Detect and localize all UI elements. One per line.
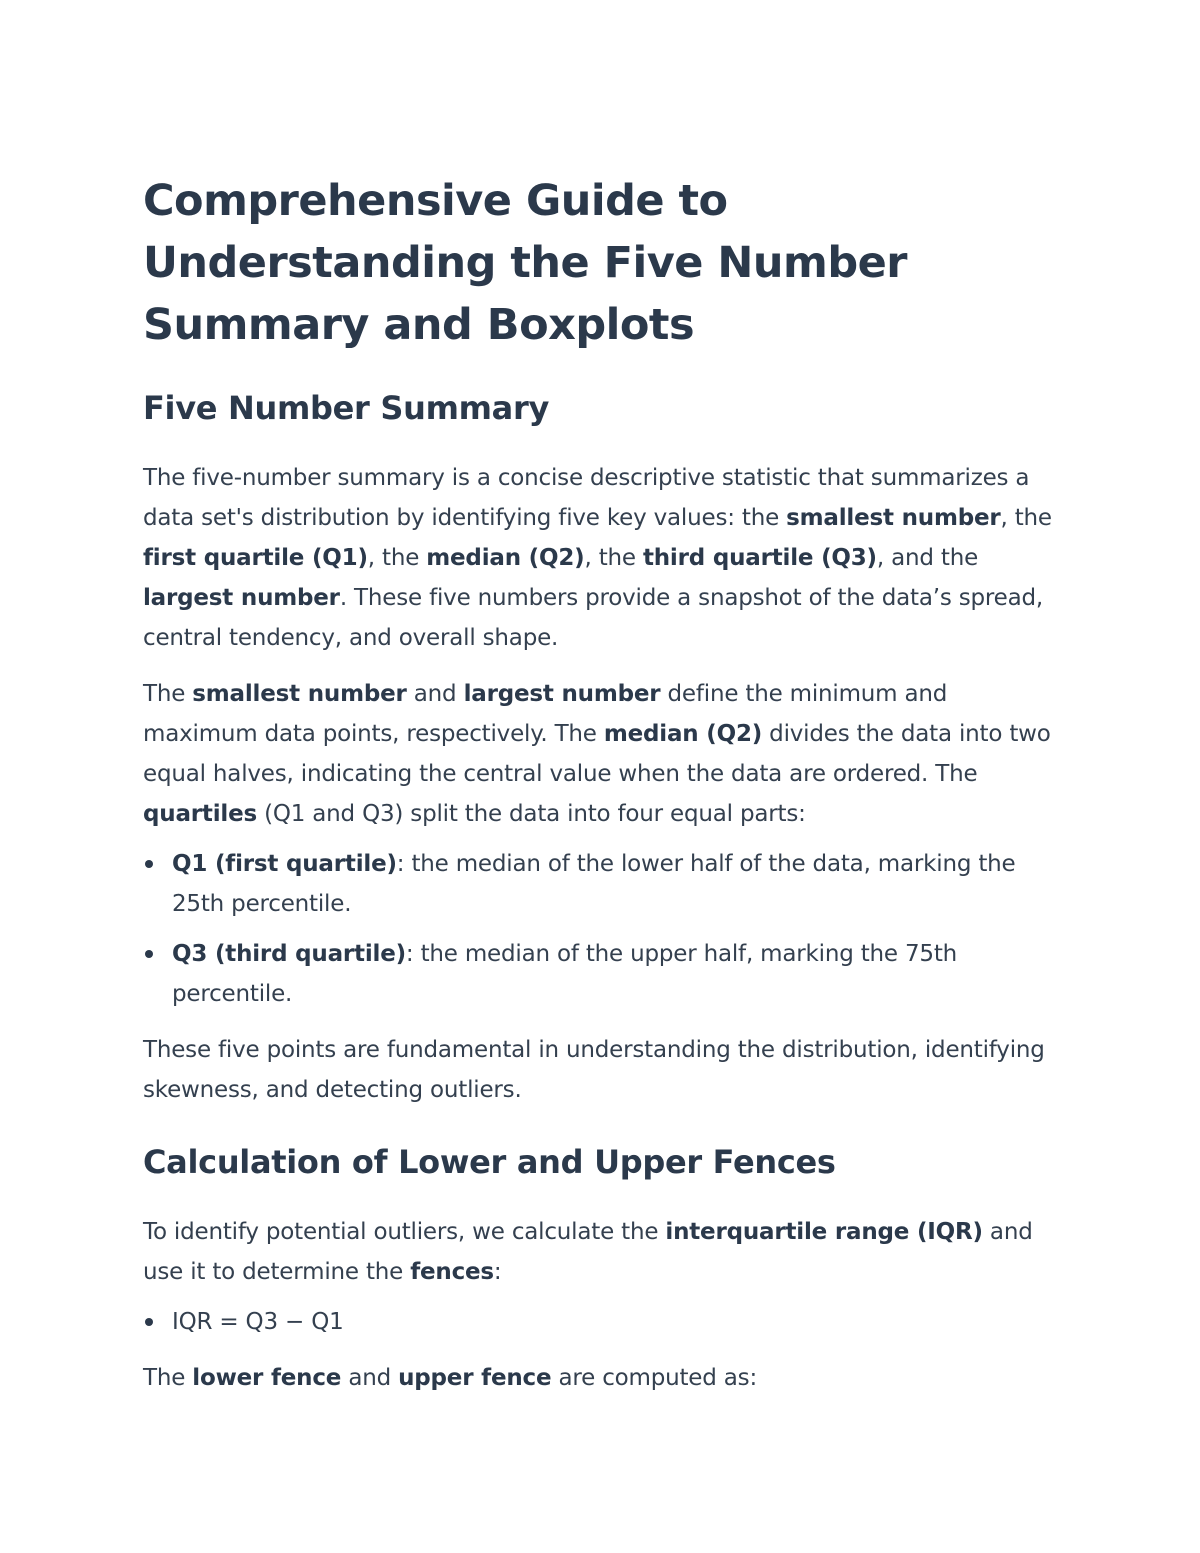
bullet-icon — [145, 1318, 153, 1326]
quartile-list — [143, 844, 1063, 1014]
list-item-q3: Q3 (third quartile): the median of the upper half, marking the 75th percentile. — [143, 934, 1063, 1014]
list-item-iqr: IQR = Q3 − Q1 — [143, 1302, 1063, 1342]
title-line-2: Understanding the Five Number — [143, 238, 907, 288]
bullet-icon — [145, 950, 153, 958]
paragraph-summary: These five points are fundamental in understanding the distribution, identifying skewness, and detecting outliers. — [143, 1037, 1045, 1103]
paragraph-fences: The lower fence and upper fence are computed as: — [143, 1365, 757, 1391]
paragraph-iqr-intro: To identify potential outliers, we calculate the interquartile range (IQR) and use it to determine the fences: — [143, 1219, 1033, 1285]
paragraph-definitions: The smallest number and largest number define the minimum and maximum data points, respectively. The median (Q2) divides the data into two equal halves, indicating the central value when the data are ordered. The quartiles (Q1 and Q3) split the data into four equal parts: — [143, 681, 1051, 827]
paragraph-intro: The five-number summary is a concise descriptive statistic that summarizes a data set's distribution by identifying five key values: the smallest number, the first quartile (Q1), the median (Q2), the third quartile (Q3), and the largest number. These five numbers provide a snapshot of the data’s spread, central tendency, and overall shape. — [143, 465, 1052, 651]
section-heading-fences: Calculation of Lower and Upper Fences — [143, 1143, 836, 1181]
section-heading-five-number-summary: Five Number Summary — [143, 389, 550, 427]
bullet-icon — [145, 860, 153, 868]
document-page — [143, 170, 1063, 1398]
page-title — [143, 170, 1063, 356]
list-item-q1: Q1 (first quartile): the median of the lower half of the data, marking the 25th percentile. — [143, 844, 1063, 924]
title-line-3: Summary and Boxplots — [143, 300, 695, 350]
iqr-list — [143, 1302, 1063, 1342]
title-line-1: Comprehensive Guide to — [143, 176, 728, 226]
